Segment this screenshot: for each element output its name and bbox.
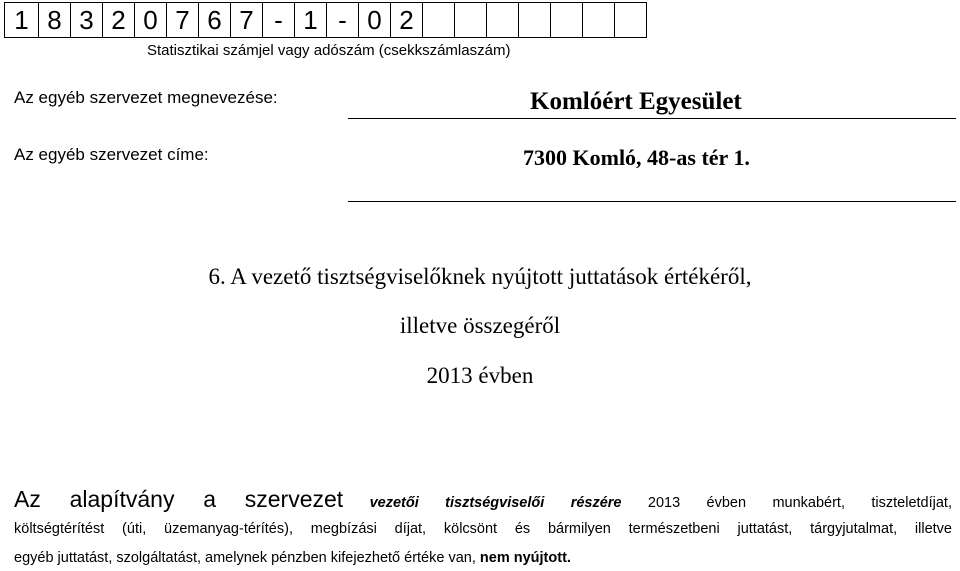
tax-number-empty-box: [583, 2, 615, 38]
org-name-label: Az egyéb szervezet megnevezése:: [14, 88, 278, 107]
tax-number-caption: Statisztikai számjel vagy adószám (csekkszámlaszám): [147, 42, 511, 59]
body-line-2: költségtérítést (úti, üzemanyag-térítés), megbízási díjat, kölcsönt és bármilyen természetbeni juttatást, tárgyjutalmat, illetve: [14, 521, 952, 537]
body-line-3: [14, 550, 952, 566]
tax-number-empty-box: [551, 2, 583, 38]
body-line-3-text: egyéb juttatást, szolgáltatást, amelynek pénzben kifejezhető értéke van,: [14, 550, 476, 566]
org-address-underline: [348, 201, 956, 202]
tax-number-digit: -: [263, 2, 295, 38]
body-emphasis: vezetői tisztségviselői részére: [369, 495, 622, 511]
tax-number-empty-box: [423, 2, 455, 38]
org-address-label: Az egyéb szervezet címe:: [14, 145, 209, 164]
body-lead: Az alapítvány a szervezet: [14, 486, 344, 512]
tax-number-digit: 6: [199, 2, 231, 38]
tax-number-digit: 0: [135, 2, 167, 38]
tax-number-empty-box: [615, 2, 647, 38]
body-line-1-rest: 2013 évben munkabért, tiszteletdíjat,: [647, 495, 952, 511]
tax-number-boxes: [4, 2, 647, 38]
tax-number-digit: 2: [103, 2, 135, 38]
org-name-underline: [348, 118, 956, 119]
tax-number-digit: 0: [359, 2, 391, 38]
tax-number-digit: 3: [71, 2, 103, 38]
org-name-value: Komlóért Egyesület: [530, 88, 742, 115]
tax-number-digit: 7: [231, 2, 263, 38]
body-line-1: [14, 484, 952, 518]
tax-number-digit: 7: [167, 2, 199, 38]
tax-number-digit: 2: [391, 2, 423, 38]
section-year: 2013 évben: [426, 363, 534, 388]
tax-number-empty-box: [487, 2, 519, 38]
tax-number-digit: -: [327, 2, 359, 38]
tax-number-empty-box: [455, 2, 487, 38]
body-conclusion: nem nyújtott.: [479, 550, 571, 566]
section-subtitle: illetve összegéről: [399, 313, 561, 338]
tax-number-digit: 1: [295, 2, 327, 38]
org-address-value: 7300 Komló, 48-as tér 1.: [523, 145, 750, 170]
section-title: 6. A vezető tisztségviselőknek nyújtott juttatások értékéről,: [208, 264, 752, 289]
tax-number-digit: 8: [39, 2, 71, 38]
tax-number-digit: 1: [5, 2, 39, 38]
tax-number-empty-box: [519, 2, 551, 38]
